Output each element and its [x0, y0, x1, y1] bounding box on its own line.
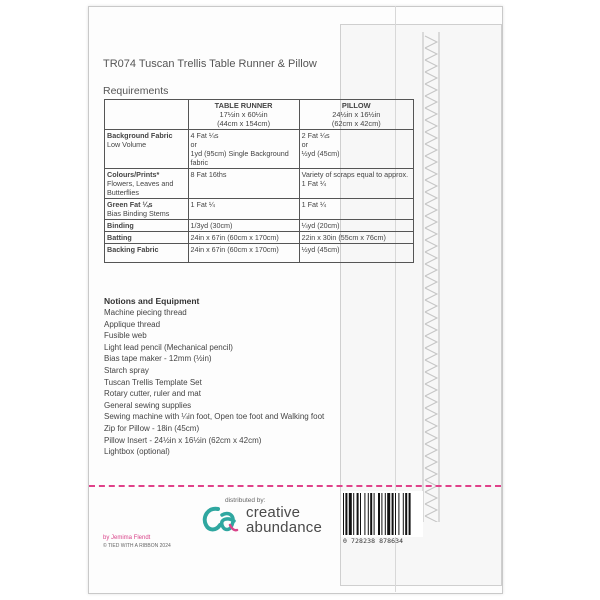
list-item: Starch spray — [104, 365, 149, 375]
list-item: Zip for Pillow - 18in (45cm) — [104, 423, 200, 433]
runner-cell: 8 Fat 16ths — [188, 169, 299, 199]
row-label-cell — [105, 244, 189, 263]
notions-list — [104, 307, 324, 458]
list-item: Light lead pencil (Mechanical pencil) — [104, 342, 233, 352]
notions-heading: Notions and Equipment — [104, 296, 200, 306]
creative-abundance-logo-icon — [200, 503, 240, 537]
runner-cell: 1/3yd (30cm) — [188, 220, 299, 232]
row-name: Binding — [107, 221, 134, 230]
decorative-stitch-strip — [418, 32, 444, 522]
distributed-by-label: distributed by: — [225, 497, 266, 504]
barcode-number: 0 728238 878634 — [343, 537, 404, 545]
pillow-cell: 2 Fat ¼s or ½yd (45cm) — [299, 130, 413, 169]
row-label-cell — [105, 199, 189, 220]
list-item: Machine piecing thread — [104, 308, 187, 317]
table-row — [105, 130, 414, 169]
list-item: General sewing supplies — [104, 400, 192, 410]
list-item: Tuscan Trellis Template Set — [104, 377, 202, 387]
row-note: Flowers, Leaves and Butterflies — [107, 179, 174, 197]
requirements-heading: Requirements — [103, 85, 169, 97]
brand-name-line1: creative — [246, 504, 301, 521]
table-row — [105, 244, 414, 263]
list-item: Applique thread — [104, 319, 161, 329]
list-item: Bias tape maker - 12mm (½in) — [104, 354, 212, 364]
barcode-icon — [341, 491, 423, 537]
table-row — [105, 220, 414, 232]
row-name: Background Fabric — [107, 131, 173, 140]
row-note: Bias Binding Stems — [107, 209, 170, 218]
list-item: Sewing machine with ¼in foot, Open toe foot and Walking foot — [104, 412, 325, 422]
runner-size: 17½in x 60½in (44cm x 154cm) — [217, 110, 271, 128]
row-label-cell — [105, 169, 189, 199]
pillow-cell: ½yd (45cm) — [299, 244, 413, 263]
pillow-header-label: PILLOW — [341, 101, 371, 110]
row-name: Batting — [107, 233, 132, 242]
table-row — [105, 169, 414, 199]
list-item: Pillow Insert - 24½in x 16½in (62cm x 42cm) — [104, 435, 262, 445]
row-label-cell — [105, 130, 189, 169]
page-title: TR074 Tuscan Trellis Table Runner & Pillow — [103, 58, 317, 70]
requirements-table — [104, 99, 414, 263]
runner-cell: 24in x 67in (60cm x 170cm) — [188, 232, 299, 244]
runner-header-label: TABLE RUNNER — [214, 101, 273, 110]
pillow-size: 24½in x 16½in (62cm x 42cm) — [331, 110, 381, 128]
brand-name-line2: abundance — [246, 519, 323, 536]
list-item: Fusible web — [104, 331, 147, 341]
pillow-cell: 22in x 30in (55cm x 76cm) — [299, 232, 413, 244]
table-row — [105, 232, 414, 244]
table-header-empty — [105, 100, 189, 130]
table-header-pillow — [299, 100, 413, 130]
runner-cell: 1 Fat ¼ — [188, 199, 299, 220]
row-name: Backing Fabric — [107, 245, 159, 254]
runner-cell: 4 Fat ¼s or 1yd (95cm) Single Background fabric — [188, 130, 299, 169]
row-note: Low Volume — [107, 140, 147, 149]
row-label-cell — [105, 232, 189, 244]
list-item: Lightbox (optional) — [104, 447, 170, 457]
table-header-runner — [188, 100, 299, 130]
runner-cell: 24in x 67in (60cm x 170cm) — [188, 244, 299, 263]
row-label-cell — [105, 220, 189, 232]
list-item: Rotary cutter, ruler and mat — [104, 389, 201, 399]
row-name: Green Fat ¼s — [107, 200, 153, 209]
table-row — [105, 199, 414, 220]
pillow-cell: 1 Fat ¼ — [299, 199, 413, 220]
copyright-text: © TIED WITH A RIBBON 2024 — [103, 543, 171, 549]
pillow-cell: Variety of scraps equal to approx. 1 Fat ¼ — [299, 169, 413, 199]
dashed-divider — [89, 485, 501, 487]
author-credit: by Jemima Flendt — [103, 535, 151, 541]
table-header-row — [105, 100, 414, 130]
row-name: Colours/Prints* — [107, 170, 160, 179]
pillow-cell: ¼yd (20cm) — [299, 220, 413, 232]
